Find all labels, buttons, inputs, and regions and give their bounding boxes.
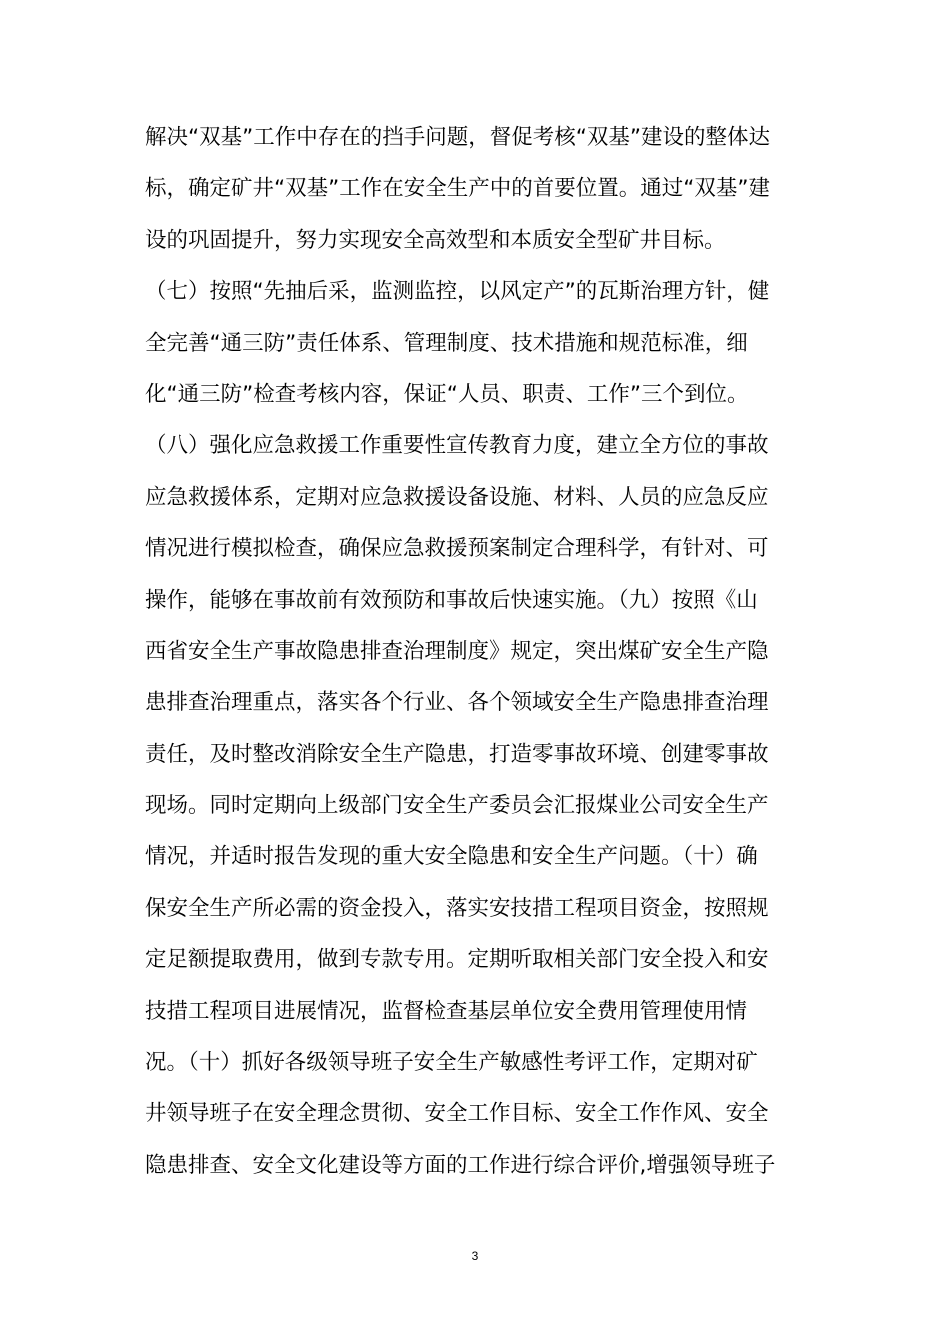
text-line: 定足额提取费用，做到专款专用。定期听取相关部门安全投入和安 [145, 947, 769, 973]
text-line: 情况，并适时报告发现的重大安全隐患和安全生产问题。（十）确 [145, 844, 758, 870]
text-line: 操作，能够在事故前有效预防和事故后快速实施。（九）按照《山 [145, 587, 758, 613]
text-line: 况。（十）抓好各级领导班子安全生产敏感性考评工作，定期对矿 [145, 1050, 758, 1076]
text-line: 应急救援体系，定期对应急救援设备设施、材料、人员的应急反应 [145, 484, 769, 510]
text-line: 患排查治理重点，落实各个行业、各个领域安全生产隐患排查治理 [145, 690, 769, 716]
page-number: 3 [471, 1249, 479, 1263]
text-line: 技措工程项目进展情况，监督检查基层单位安全费用管理使用情 [145, 998, 748, 1024]
text-line: 保安全生产所必需的资金投入，落实安技措工程项目资金，按照规 [145, 895, 769, 921]
text-line: 隐患排查、安全文化建设等方面的工作进行综合评价,增强领导班子 [145, 1152, 776, 1178]
body-text [145, 118, 825, 1197]
text-line: 化“通三防”检查考核内容，保证“人员、职责、工作”三个到位。 [145, 381, 749, 407]
text-line: 全完善“通三防”责任体系、管理制度、技术措施和规范标准，细 [145, 330, 748, 356]
text-line: （八）强化应急救援工作重要性宣传教育力度，建立全方位的事故 [145, 433, 769, 459]
text-line: 西省安全生产事故隐患排查治理制度》规定，突出煤矿安全生产隐 [145, 638, 769, 664]
text-line: 解决“双基”工作中存在的挡手问题，督促考核“双基”建设的整体达 [145, 125, 771, 150]
text-line: 标，确定矿井“双基”工作在安全生产中的首要位置。通过“双基”建 [145, 176, 771, 202]
text-line: （七）按照“先抽后采，监测监控，以风定产”的瓦斯治理方针，健 [145, 279, 770, 305]
text-line: 井领导班子在安全理念贯彻、安全工作目标、安全工作作风、安全 [145, 1101, 769, 1127]
text-line: 情况进行模拟检查，确保应急救援预案制定合理科学，有针对、可 [145, 536, 769, 562]
text-line: 现场。同时定期向上级部门安全生产委员会汇报煤业公司安全生产 [145, 793, 769, 819]
text-line: 责任，及时整改消除安全生产隐患，打造零事故环境、创建零事故 [145, 741, 769, 767]
text-line: 设的巩固提升，努力实现安全高效型和本质安全型矿井目标。 [145, 227, 726, 253]
